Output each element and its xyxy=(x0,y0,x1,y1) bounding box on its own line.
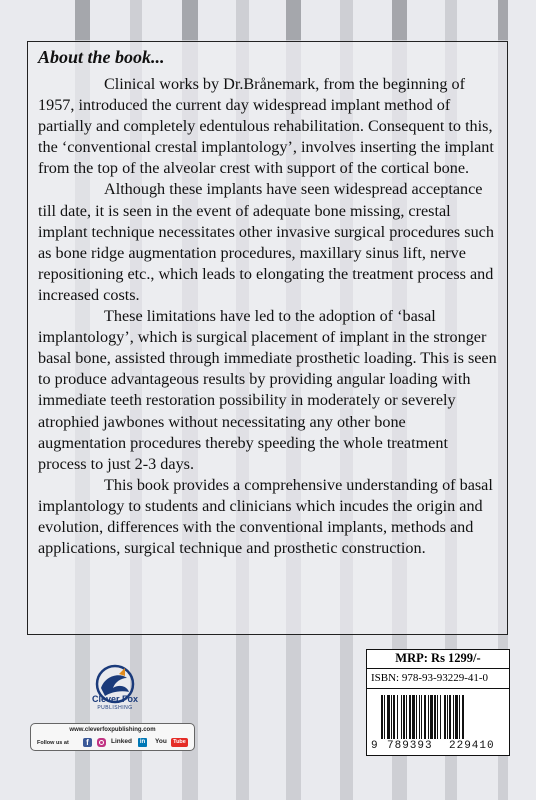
barcode-group-1: 789393 xyxy=(387,740,433,752)
barcode-group-2: 229410 xyxy=(449,740,495,752)
instagram-icon[interactable] xyxy=(97,738,106,747)
about-paragraph: Clinical works by Dr.Brånemark, from the beginning of 1957, introduced the current day widespread implant method of partially and completely edentulous rehabilitation. Consequent to this, the ‘conventional crestal implantology’, involves inserting the implant from the top of the alveolar crest with support of the cortical bone. xyxy=(38,75,494,178)
about-the-book-box xyxy=(27,41,508,635)
facebook-icon[interactable]: f xyxy=(83,738,92,747)
publisher-url[interactable]: www.cleverfoxpublishing.com xyxy=(69,727,156,733)
about-paragraph: These limitations have led to the adoption of ‘basal implantology’, which is surgical placement of implant in the stronger basal bone, assisted through immediate prosthetic loading. This is seen to produce advantageous results by providing angular loading with immediate teeth restoration possibility in moderately or severely atrophied jawbones without necessitating any other bone augmentation procedures thereby speeding the whole treatment process to just 2-3 days. xyxy=(38,307,497,473)
clever-fox-logo-icon xyxy=(75,652,155,722)
publisher-name: Clever Fox xyxy=(91,694,139,704)
about-paragraph: This book provides a comprehensive understanding of basal implantology to students and clinicians which incudes the origin and evolution, differences with the conventional implants, methods and applications, surgical technique and prosthetic construction. xyxy=(38,475,493,558)
youtube-icon[interactable]: Tube xyxy=(171,738,188,747)
isbn-label: ISBN: 978-93-93229-41-0 xyxy=(366,669,510,689)
social-links-box xyxy=(30,723,195,751)
linkedin-icon[interactable]: in xyxy=(139,739,146,745)
about-paragraph: Although these implants have seen widespread acceptance till date, it is seen in the event of adequate bone missing, crestal implant technique necessitates other invasive surgical procedures such as bone ridge augmentation procedures, maxillary sinus lift, nerve repositioning etc., which leads to elongating the treatment process and increased costs. xyxy=(38,180,494,304)
price-label: MRP: Rs 1299/- xyxy=(366,649,510,669)
youtube-label[interactable]: You xyxy=(155,738,167,745)
barcode-bars xyxy=(381,695,499,739)
linkedin-label[interactable]: Linked xyxy=(111,738,132,745)
about-heading: About the book... xyxy=(38,47,165,67)
barcode xyxy=(366,689,510,756)
publisher-tagline: PUBLISHING xyxy=(97,705,133,711)
follow-label: Follow us at xyxy=(37,740,69,746)
barcode-first-digit: 9 xyxy=(371,740,378,752)
